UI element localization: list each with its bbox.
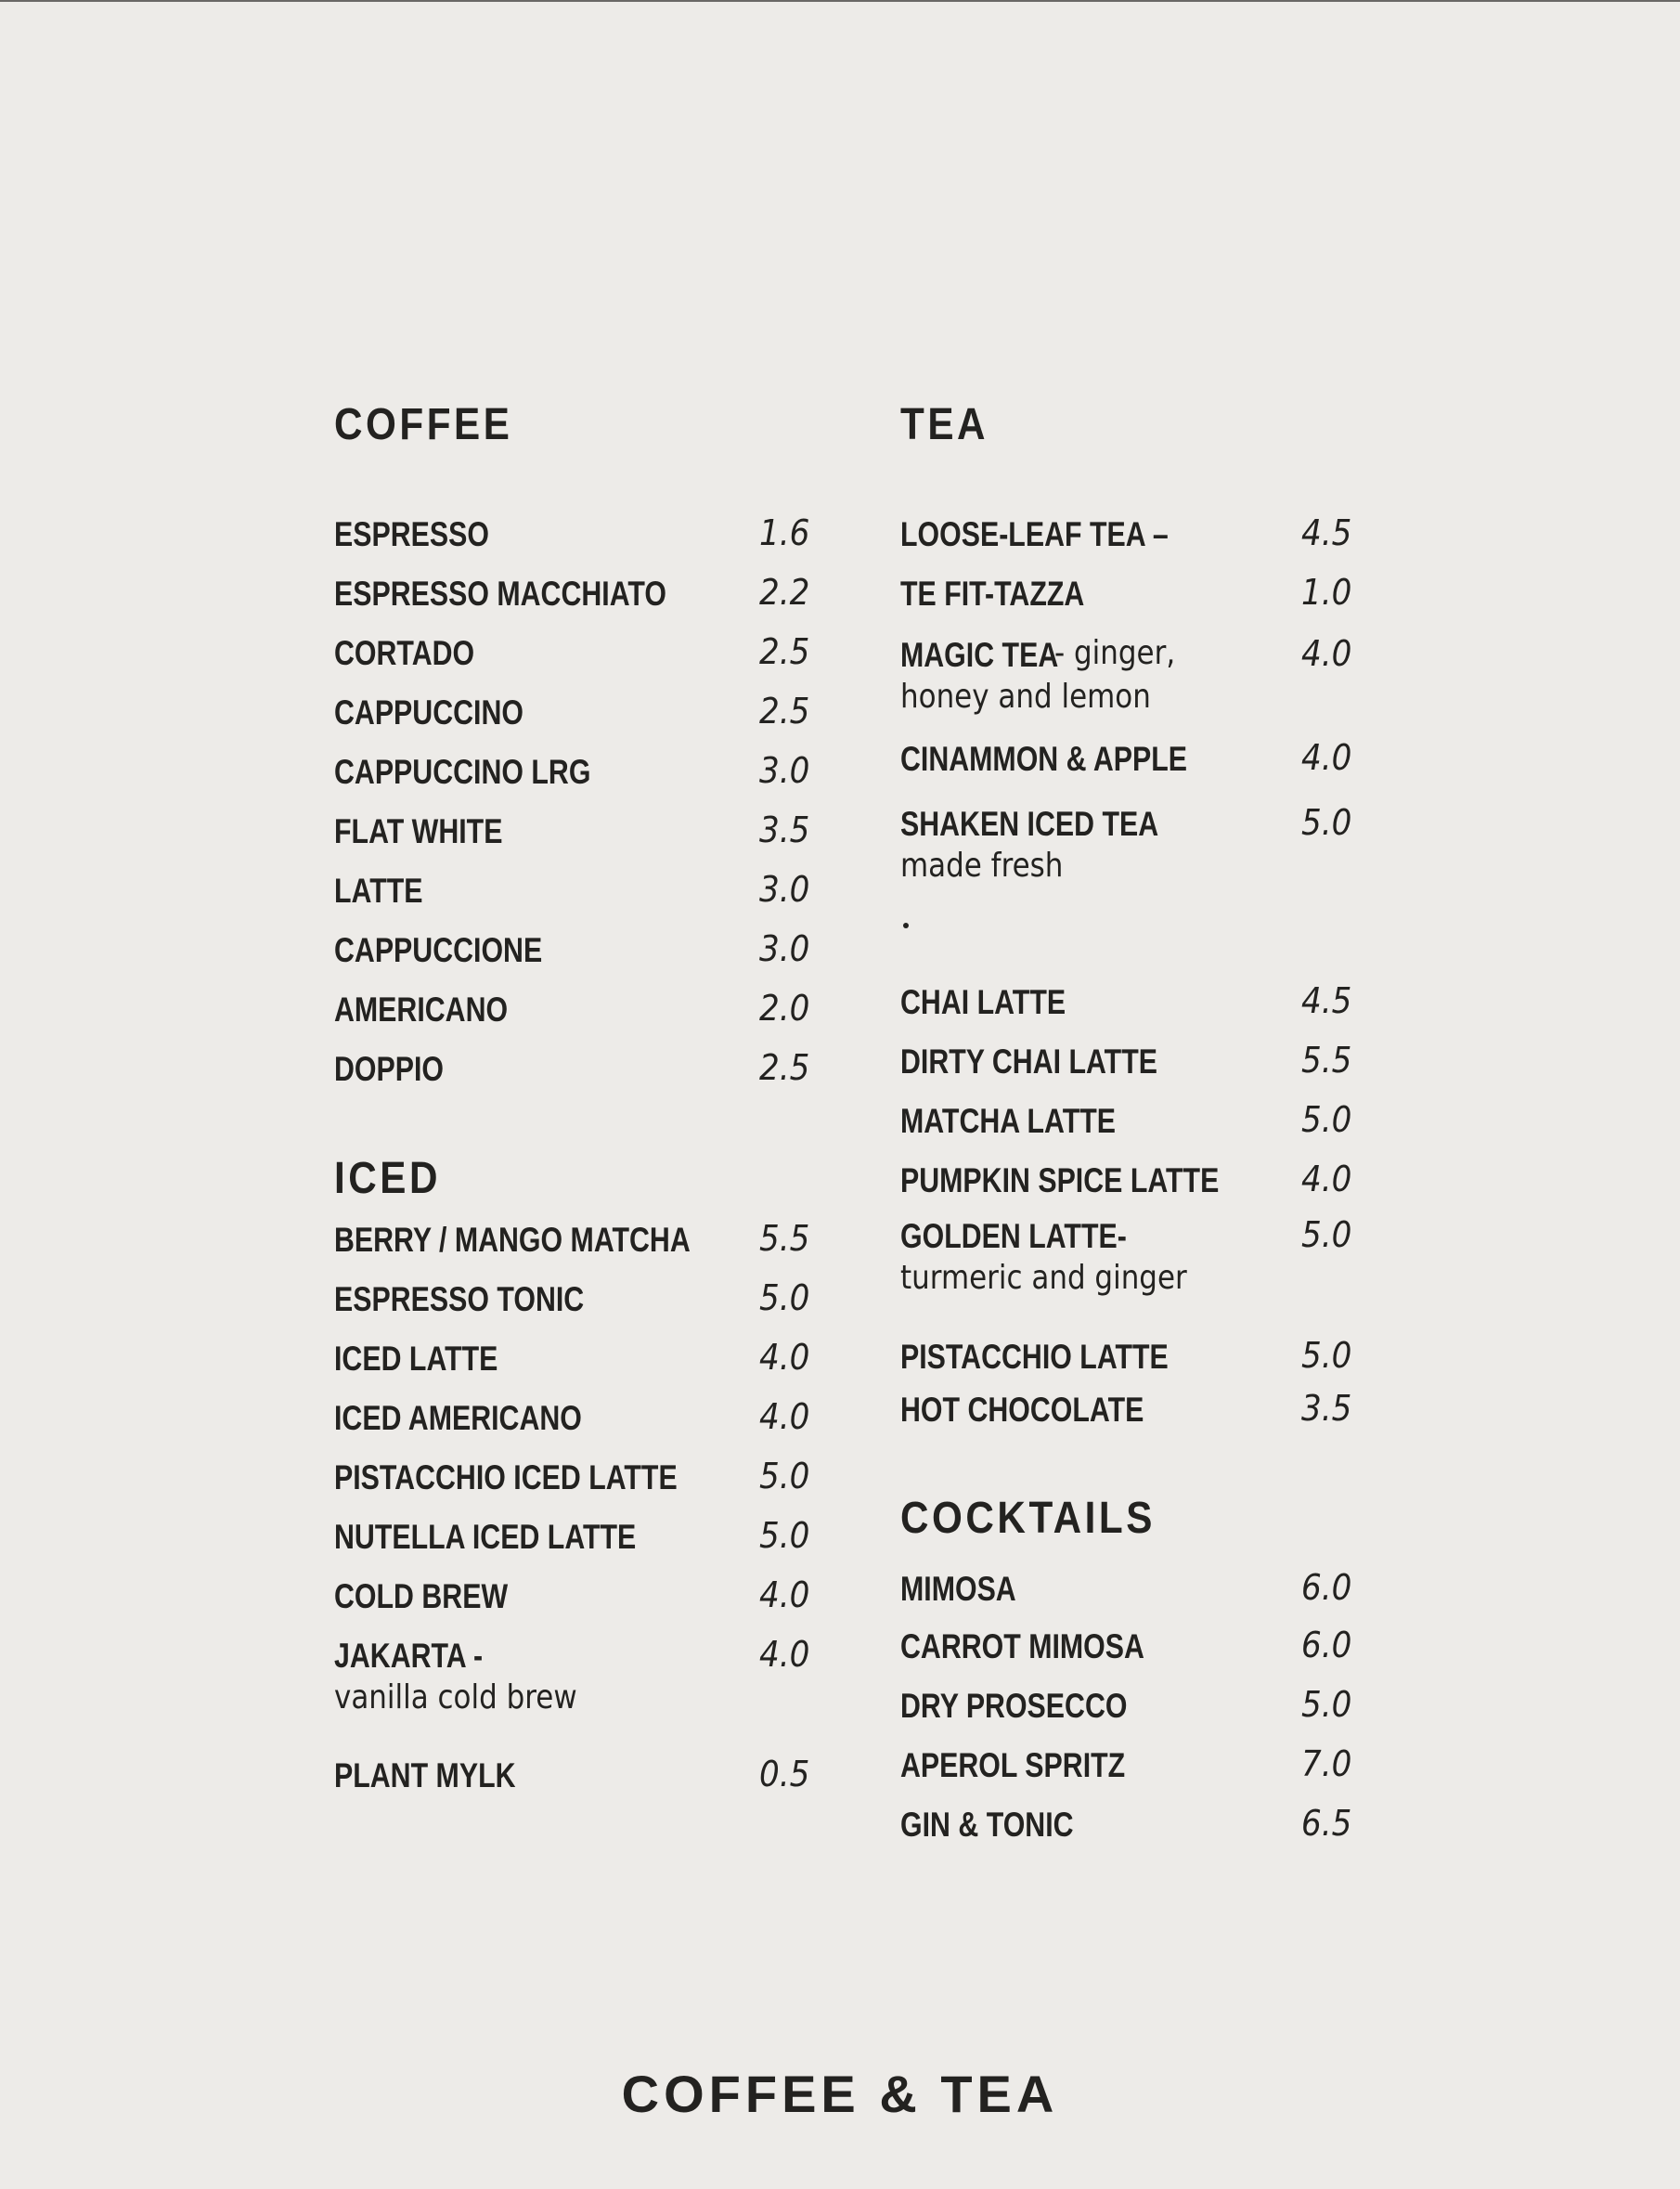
menu-item-name: JAKARTA -	[334, 1637, 484, 1675]
section-title-coffee: COFFEE	[334, 400, 513, 449]
menu-item-name: CARROT MIMOSA	[900, 1627, 1144, 1665]
menu-item-name: ICED LATTE	[334, 1340, 498, 1378]
menu-item-name: SHAKEN ICED TEA	[900, 805, 1159, 843]
menu-item-price: 5.0	[1301, 802, 1352, 843]
menu-item-name: CAPPUCCINO LRG	[334, 753, 591, 791]
menu-item-price: 5.0	[759, 1456, 810, 1496]
menu-item-name: COLD BREW	[334, 1577, 509, 1615]
menu-item-price: 7.0	[1301, 1743, 1352, 1784]
menu-item-name: ESPRESSO TONIC	[334, 1280, 585, 1318]
menu-item-price: 3.0	[759, 869, 810, 910]
menu-item-name: ESPRESSO	[334, 515, 489, 553]
menu-item-name: ESPRESSO MACCHIATO	[334, 575, 666, 613]
menu-item-price: 2.5	[759, 1047, 810, 1088]
menu-item-description: turmeric and ginger	[900, 1259, 1187, 1297]
menu-item-price: 5.0	[1301, 1099, 1352, 1140]
menu-item-price: 6.0	[1301, 1567, 1352, 1608]
menu-item-price: 4.0	[1301, 1159, 1352, 1199]
menu-item-price: 4.0	[759, 1337, 810, 1378]
menu-item-description: - ginger,	[1054, 634, 1176, 672]
menu-item-name: HOT CHOCOLATE	[900, 1391, 1144, 1429]
menu-item-name: GIN & TONIC	[900, 1806, 1074, 1844]
menu-item-name: MATCHA LATTE	[900, 1102, 1116, 1140]
menu-item-price: 5.5	[1301, 1040, 1352, 1081]
menu-item-name: PUMPKIN SPICE LATTE	[900, 1161, 1220, 1199]
menu-item-price: 4.5	[1301, 980, 1352, 1021]
menu-item-name: APEROL SPRITZ	[900, 1746, 1126, 1784]
menu-item-description: vanilla cold brew	[334, 1678, 577, 1716]
menu-item-price: 2.5	[759, 691, 810, 732]
section-title-tea: TEA	[900, 400, 989, 449]
menu-item-name: CORTADO	[334, 634, 475, 672]
menu-item-price: 2.0	[759, 988, 810, 1029]
menu-item-name: PISTACCHIO ICED LATTE	[334, 1458, 678, 1496]
menu-item-name: DRY PROSECCO	[900, 1687, 1128, 1725]
menu-item-price: 5.0	[1301, 1214, 1352, 1255]
menu-item-price: 5.0	[1301, 1335, 1352, 1376]
decorative-dot	[903, 923, 909, 928]
menu-item-name: PISTACCHIO LATTE	[900, 1338, 1169, 1376]
menu-item-price: 4.0	[1301, 737, 1352, 778]
menu-footer-title: COFFEE & TEA	[621, 2065, 1059, 2123]
menu-item-price: 6.0	[1301, 1625, 1352, 1665]
menu-item-name: FLAT WHITE	[334, 812, 503, 850]
menu-item-name: LATTE	[334, 872, 423, 910]
menu-item-name: MAGIC TEA	[900, 636, 1059, 674]
menu-item-price: 4.0	[759, 1634, 810, 1675]
menu-item-name: CAPPUCCINO	[334, 693, 523, 732]
menu-item-name: CHAI LATTE	[900, 983, 1066, 1021]
menu-item-price: 2.2	[759, 572, 810, 613]
menu-item-price: 1.6	[759, 512, 810, 553]
menu-item-description: made fresh	[900, 847, 1064, 885]
menu-item-price: 3.0	[759, 750, 810, 791]
menu-item-name: MIMOSA	[900, 1570, 1016, 1608]
menu-item-price: 3.5	[1301, 1388, 1352, 1429]
menu-item-price: 3.5	[759, 810, 810, 850]
menu-item-name: AMERICANO	[334, 991, 509, 1029]
menu-item-description: honey and lemon	[900, 678, 1151, 716]
menu-item-price: 4.0	[759, 1396, 810, 1437]
menu-item-name: NUTELLA ICED LATTE	[334, 1518, 637, 1556]
menu-item-price: 5.0	[1301, 1684, 1352, 1725]
menu-item-name: ICED AMERICANO	[334, 1399, 582, 1437]
section-title-iced: ICED	[334, 1154, 442, 1203]
menu-item-price: 0.5	[759, 1754, 810, 1794]
menu-item-name: BERRY / MANGO MATCHA	[334, 1221, 691, 1259]
menu-item-price: 5.0	[759, 1277, 810, 1318]
menu-item-price: 3.0	[759, 928, 810, 969]
menu-item-name: TE FIT-TAZZA	[900, 575, 1085, 613]
section-title-cocktails: COCKTAILS	[900, 1494, 1156, 1543]
menu-item-name: PLANT MYLK	[334, 1756, 516, 1794]
menu-item-price: 4.0	[759, 1574, 810, 1615]
menu-item-price: 5.5	[759, 1218, 810, 1259]
menu-item-price: 2.5	[759, 631, 810, 672]
menu-item-name: DOPPIO	[334, 1050, 445, 1088]
menu-item-name: CAPPUCCIONE	[334, 931, 543, 969]
menu-item-price: 1.0	[1301, 572, 1352, 613]
menu-item-price: 6.5	[1301, 1803, 1352, 1844]
menu-item-name: LOOSE-LEAF TEA –	[900, 515, 1169, 553]
menu-item-price: 5.0	[759, 1515, 810, 1556]
menu-item-name: DIRTY CHAI LATTE	[900, 1043, 1157, 1081]
menu-item-price: 4.0	[1301, 633, 1352, 674]
menu-item-price: 4.5	[1301, 512, 1352, 553]
menu-item-name: GOLDEN LATTE-	[900, 1217, 1127, 1255]
menu-item-name: CINAMMON & APPLE	[900, 740, 1188, 778]
